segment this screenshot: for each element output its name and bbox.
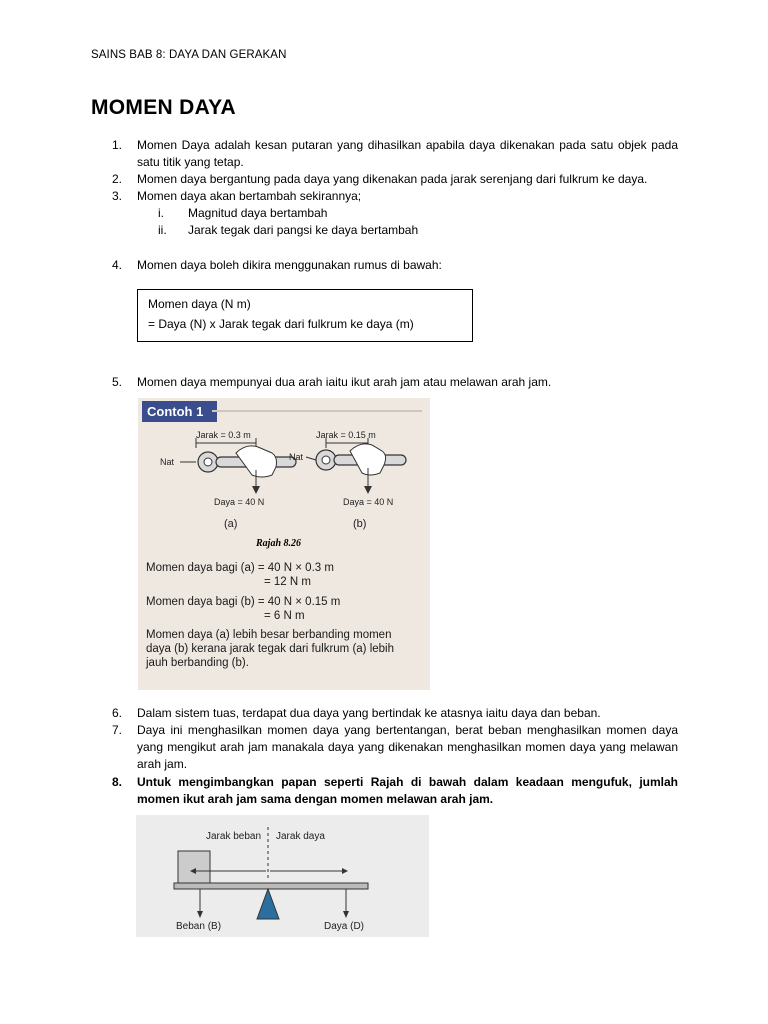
formula-box: [137, 289, 473, 342]
sub-item-number: i.: [158, 206, 164, 220]
item-number: 2.: [112, 172, 123, 186]
jarak-a-label: Jarak = 0.3 m: [196, 430, 251, 440]
item-text: Momen daya mempunyai dua arah iaitu ikut arah jam atau melawan arah jam.: [137, 375, 552, 389]
example-figure: [138, 398, 430, 690]
list-item-6: [112, 705, 678, 722]
page-title: MOMEN DAYA: [91, 96, 236, 119]
calc-a-line-1: Momen daya bagi (a) = 40 N × 0.3 m: [146, 562, 334, 574]
sub-item-text: Magnitud daya bertambah: [188, 206, 328, 220]
list-item-1: [112, 137, 678, 171]
item-number: 5.: [112, 375, 123, 389]
list-item-5: [112, 374, 678, 391]
formula-line-1: Momen daya (N m): [148, 297, 251, 311]
jarak-daya-label: Jarak daya: [276, 831, 325, 842]
list-item-7: [112, 722, 678, 773]
item-text: Untuk mengimbangkan papan seperti Rajah di bawah dalam keadaan mengufuk, jumlah momen ikut arah jam sama dengan momen melawan arah jam.: [137, 775, 678, 806]
example-heading: Contoh 1: [142, 401, 217, 422]
page-header: SAINS BAB 8: DAYA DAN GERAKAN: [91, 49, 287, 61]
sub-label-a: (a): [224, 518, 238, 530]
jarak-beban-label: Jarak beban: [206, 831, 262, 842]
spanner-diagram: [138, 398, 430, 538]
item-number: 4.: [112, 258, 123, 272]
jarak-b-label: Jarak = 0.15 m: [316, 430, 376, 440]
lever-figure: [136, 815, 429, 937]
calc-a-line-2: = 12 N m: [264, 576, 311, 588]
daya-b-label: Daya = 40 N: [343, 497, 394, 507]
nat-b-label: Nat: [289, 452, 304, 462]
item-text: Momen daya bergantung pada daya yang dikenakan pada jarak serenjang dari fulkrum ke daya.: [137, 172, 648, 186]
list-item-3: [112, 188, 678, 205]
example-conclusion: Momen daya (a) lebih besar berbanding momen daya (b) kerana jarak tegak dari fulkrum (a) lebih jauh berbanding (b).: [146, 629, 395, 669]
sub-label-b: (b): [353, 518, 367, 530]
list-item-8: [112, 774, 678, 808]
item-text: Momen daya boleh dikira menggunakan rumus di bawah:: [137, 258, 442, 272]
item-number: 3.: [112, 189, 123, 203]
item-text: Daya ini menghasilkan momen daya yang bertentangan, berat beban menghasilkan momen daya yang mengikut arah jam manakala daya yang dikenakan menghasilkan momen daya yang melawan arah jam.: [137, 723, 678, 771]
item-text: Momen Daya adalah kesan putaran yang dihasilkan apabila daya dikenakan pada satu objek pada satu titik yang tetap.: [137, 138, 678, 169]
nat-a-label: Nat: [160, 457, 175, 467]
figure-caption: Rajah 8.26: [256, 538, 302, 549]
beban-label: Beban (B): [176, 921, 222, 932]
formula-line-2: = Daya (N) x Jarak tegak dari fulkrum ke daya (m): [148, 317, 414, 331]
item-number: 8.: [112, 775, 123, 789]
sub-item-text: Jarak tegak dari pangsi ke daya bertambah: [188, 223, 419, 237]
item-number: 6.: [112, 706, 123, 720]
sub-item-number: ii.: [158, 223, 167, 237]
lever-plank: [174, 883, 368, 889]
calc-b-line-2: = 6 N m: [264, 610, 305, 622]
item-number: 7.: [112, 723, 123, 737]
list-item-2: [112, 171, 678, 188]
item-text: Momen daya akan bertambah sekirannya;: [137, 189, 362, 203]
daya-a-label: Daya = 40 N: [214, 497, 265, 507]
fulcrum-triangle: [257, 889, 279, 919]
item-number: 1.: [112, 138, 123, 152]
list-item-4: [112, 257, 678, 274]
item-text: Dalam sistem tuas, terdapat dua daya yang bertindak ke atasnya iaitu daya dan beban.: [137, 706, 601, 720]
load-box: [178, 851, 210, 883]
calc-b-line-1: Momen daya bagi (b) = 40 N × 0.15 m: [146, 596, 341, 608]
daya-label: Daya (D): [324, 921, 365, 932]
